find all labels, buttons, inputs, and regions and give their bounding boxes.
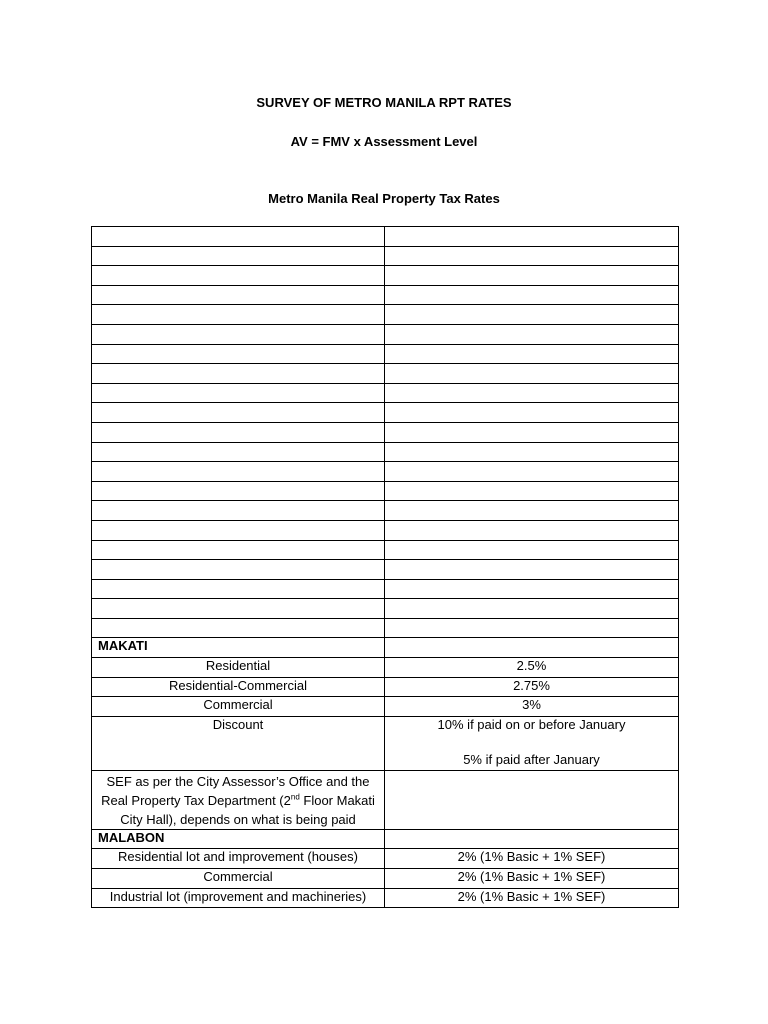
empty-cell (92, 422, 385, 442)
table-row (92, 658, 679, 678)
empty-row (92, 422, 679, 442)
discount-value (385, 716, 679, 770)
empty-cell (92, 599, 385, 619)
section-row-malabon (92, 829, 679, 849)
rate-category: Residential-Commercial (92, 677, 385, 697)
empty-row (92, 501, 679, 521)
empty-cell (385, 364, 679, 384)
empty-cell (385, 579, 679, 599)
rate-value: 3% (385, 697, 679, 717)
empty-cell (385, 305, 679, 325)
empty-row (92, 403, 679, 423)
empty-cell (385, 383, 679, 403)
empty-cell (92, 266, 385, 286)
sef-note-part1: SEF as per the City Assessor’s Office and the Real Property Tax Department (2 (101, 773, 370, 808)
rate-category: Residential lot and improvement (houses) (92, 849, 385, 869)
empty-row (92, 579, 679, 599)
section-heading-makati: MAKATI (92, 638, 385, 658)
empty-cell (92, 344, 385, 364)
empty-row (92, 540, 679, 560)
empty-cell (92, 364, 385, 384)
empty-cell (385, 599, 679, 619)
blank-line (391, 733, 672, 752)
rate-category: Industrial lot (improvement and machineries) (92, 888, 385, 908)
empty-cell (385, 285, 679, 305)
empty-cell (92, 481, 385, 501)
empty-cell (92, 560, 385, 580)
empty-row (92, 599, 679, 619)
rate-value: 2.5% (385, 658, 679, 678)
sef-note-part2: Floor Makati City Hall), depends on what is being paid (120, 792, 375, 827)
empty-cell (92, 442, 385, 462)
rate-value: 2.75% (385, 677, 679, 697)
empty-cell (385, 770, 679, 829)
empty-row (92, 442, 679, 462)
empty-cell (92, 324, 385, 344)
empty-cell (385, 442, 679, 462)
section-row-makati (92, 638, 679, 658)
formula-line: AV = FMV x Assessment Level (290, 134, 478, 149)
empty-cell (92, 305, 385, 325)
rate-value: 2% (1% Basic + 1% SEF) (385, 849, 679, 869)
rate-category: Commercial (92, 697, 385, 717)
empty-cell (92, 618, 385, 638)
rate-category: Commercial (92, 869, 385, 889)
discount-label: Discount (92, 716, 385, 770)
table-row-sef-note (92, 770, 679, 829)
sef-note-superscript: nd (290, 792, 300, 802)
empty-cell (385, 520, 679, 540)
empty-row (92, 520, 679, 540)
rate-value: 2% (1% Basic + 1% SEF) (385, 869, 679, 889)
empty-cell (92, 403, 385, 423)
empty-row (92, 324, 679, 344)
empty-cell (385, 638, 679, 658)
empty-row (92, 462, 679, 482)
empty-cell (385, 422, 679, 442)
empty-cell (385, 403, 679, 423)
empty-cell (92, 246, 385, 266)
empty-row (92, 364, 679, 384)
table-row (92, 888, 679, 908)
sef-note (92, 770, 385, 829)
empty-row (92, 560, 679, 580)
table-row (92, 697, 679, 717)
empty-row (92, 285, 679, 305)
empty-cell (385, 540, 679, 560)
table-title: Metro Manila Real Property Tax Rates (268, 191, 500, 206)
section-heading-malabon: MALABON (92, 829, 385, 849)
document-title: SURVEY OF METRO MANILA RPT RATES (256, 95, 512, 110)
empty-cell (385, 344, 679, 364)
table-row (92, 869, 679, 889)
rate-value: 2% (1% Basic + 1% SEF) (385, 888, 679, 908)
empty-cell (385, 618, 679, 638)
empty-cell (92, 579, 385, 599)
table-row-discount (92, 716, 679, 770)
empty-cell (385, 246, 679, 266)
empty-cell (385, 462, 679, 482)
empty-row (92, 227, 679, 247)
empty-row (92, 481, 679, 501)
rpt-rates-table (91, 226, 679, 908)
empty-cell (92, 227, 385, 247)
empty-cell (385, 227, 679, 247)
table-row (92, 677, 679, 697)
empty-row (92, 618, 679, 638)
empty-cell (385, 324, 679, 344)
table-row (92, 849, 679, 869)
empty-row (92, 266, 679, 286)
empty-cell (385, 829, 679, 849)
empty-cell (385, 266, 679, 286)
empty-row (92, 344, 679, 364)
discount-line-2: 5% if paid after January (463, 751, 600, 767)
empty-cell (92, 520, 385, 540)
empty-cell (385, 560, 679, 580)
empty-cell (92, 540, 385, 560)
empty-row (92, 246, 679, 266)
empty-cell (92, 462, 385, 482)
empty-cell (385, 481, 679, 501)
discount-line-1: 10% if paid on or before January (437, 716, 626, 732)
empty-cell (92, 383, 385, 403)
empty-cell (385, 501, 679, 521)
rate-category: Residential (92, 658, 385, 678)
empty-row (92, 305, 679, 325)
empty-cell (92, 501, 385, 521)
empty-row (92, 383, 679, 403)
empty-cell (92, 285, 385, 305)
